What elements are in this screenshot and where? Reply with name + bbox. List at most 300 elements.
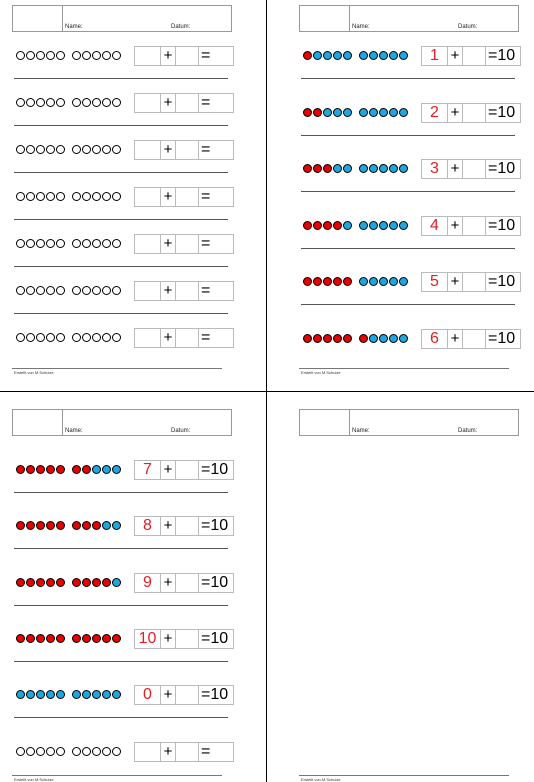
writing-line — [14, 492, 228, 493]
bead-group-left — [303, 221, 352, 230]
bead — [46, 578, 55, 587]
bead — [92, 465, 101, 474]
bead-group-right — [359, 221, 408, 230]
addend-cell — [135, 141, 161, 159]
bead — [343, 51, 352, 60]
bead — [359, 51, 368, 60]
bead — [26, 747, 35, 756]
bead — [82, 333, 91, 342]
result-cell: =10 — [488, 160, 516, 177]
bead-group-right — [72, 192, 121, 201]
bead — [16, 286, 25, 295]
bead — [26, 578, 35, 587]
bead — [303, 221, 312, 230]
bead — [323, 277, 332, 286]
bead — [323, 164, 332, 173]
bead — [46, 51, 55, 60]
bead — [36, 690, 45, 699]
bead — [26, 286, 35, 295]
bead-group-right — [72, 634, 121, 643]
addend-cell: 10 — [135, 630, 161, 648]
date-label: Datum: — [171, 428, 191, 434]
bead — [112, 634, 121, 643]
result-cell: = — [201, 188, 211, 205]
header-box — [12, 5, 232, 32]
bead — [26, 465, 35, 474]
bead — [303, 334, 312, 343]
plus-sign: + — [163, 94, 173, 111]
plus-sign: + — [163, 235, 173, 252]
bead — [56, 51, 65, 60]
bead — [46, 192, 55, 201]
header-cell-divider — [62, 6, 63, 31]
bead — [323, 334, 332, 343]
exercise-row — [0, 46, 267, 78]
exercise-row — [287, 272, 534, 304]
bead — [102, 465, 111, 474]
bead-group-right — [72, 465, 121, 474]
addend-cell: 6 — [422, 330, 448, 348]
result-cell: =10 — [488, 103, 516, 121]
bead — [92, 333, 101, 342]
bead-group-right — [72, 333, 121, 342]
bead — [399, 277, 408, 286]
addend-cell: 8 — [135, 517, 161, 535]
bead-group-left — [16, 747, 65, 756]
result-cell: =10 — [488, 47, 516, 64]
date-label: Datum: — [458, 24, 478, 30]
writing-line — [14, 605, 228, 606]
addend-cell — [135, 743, 161, 761]
bead-group-left — [16, 690, 65, 699]
bead-group-left — [303, 277, 352, 286]
bead — [379, 108, 388, 117]
addend-cell — [135, 329, 161, 347]
result-cell: = — [201, 329, 211, 346]
blank-cell — [175, 517, 199, 535]
bead — [303, 51, 312, 60]
equation-box — [421, 272, 521, 292]
bead-group-right — [72, 286, 121, 295]
bead — [399, 164, 408, 173]
bead — [36, 239, 45, 248]
bead-group-right — [72, 98, 121, 107]
bead — [323, 221, 332, 230]
bead — [92, 634, 101, 643]
credit-text: Erstellt von M.Schulze — [301, 777, 341, 782]
addend-cell — [135, 282, 161, 300]
bead — [112, 747, 121, 756]
plus-sign: + — [163, 141, 173, 158]
worksheet-page — [0, 0, 267, 391]
bead — [26, 98, 35, 107]
bead — [56, 192, 65, 201]
bead-group-left — [303, 334, 352, 343]
bead — [36, 192, 45, 201]
bead — [72, 51, 81, 60]
blank-cell — [462, 104, 486, 122]
header-box — [299, 5, 519, 32]
bead — [369, 277, 378, 286]
bead-group-left — [16, 465, 65, 474]
bead — [36, 51, 45, 60]
bead — [72, 690, 81, 699]
blank-cell — [175, 282, 199, 300]
bead — [323, 51, 332, 60]
exercise-row — [0, 629, 267, 661]
bead — [102, 747, 111, 756]
bead — [16, 145, 25, 154]
exercise-row — [287, 46, 534, 78]
name-label: Name: — [352, 24, 370, 30]
equation-box — [421, 329, 521, 349]
bead — [46, 521, 55, 530]
bead — [36, 578, 45, 587]
exercise-row — [0, 685, 267, 717]
footer-line — [299, 775, 509, 776]
result-cell: = — [201, 94, 211, 111]
bead — [56, 634, 65, 643]
bead — [46, 333, 55, 342]
plus-sign: + — [163, 188, 173, 205]
bead — [333, 277, 342, 286]
addend-cell — [135, 94, 161, 112]
blank-cell — [175, 329, 199, 347]
addend-cell: 5 — [422, 273, 448, 291]
bead — [112, 690, 121, 699]
bead — [36, 747, 45, 756]
writing-line — [14, 172, 228, 173]
bead-group-left — [16, 634, 65, 643]
bead — [46, 747, 55, 756]
bead — [72, 98, 81, 107]
footer-line — [12, 775, 222, 776]
bead — [92, 521, 101, 530]
bead — [36, 634, 45, 643]
bead — [82, 145, 91, 154]
bead — [399, 334, 408, 343]
writing-line — [301, 191, 515, 192]
name-label: Name: — [65, 428, 83, 434]
bead — [112, 521, 121, 530]
bead — [323, 108, 332, 117]
bead — [343, 164, 352, 173]
bead — [56, 286, 65, 295]
bead — [26, 51, 35, 60]
writing-line — [301, 78, 515, 79]
addend-cell — [135, 188, 161, 206]
bead — [36, 286, 45, 295]
bead — [26, 145, 35, 154]
bead — [72, 465, 81, 474]
plus-sign: + — [163, 517, 173, 535]
plus-sign: + — [163, 282, 173, 299]
bead — [389, 51, 398, 60]
bead — [369, 164, 378, 173]
plus-sign: + — [163, 461, 173, 478]
bead-group-left — [303, 51, 352, 60]
addend-cell: 2 — [422, 104, 448, 122]
bead — [72, 286, 81, 295]
bead — [16, 333, 25, 342]
bead — [36, 521, 45, 530]
exercise-row — [0, 460, 267, 492]
bead — [102, 286, 111, 295]
bead — [26, 192, 35, 201]
bead-group-right — [72, 239, 121, 248]
bead-group-left — [303, 108, 352, 117]
equation-box — [134, 281, 234, 301]
plus-sign: + — [163, 629, 173, 647]
bead — [46, 634, 55, 643]
equation-box — [134, 685, 234, 705]
bead — [92, 578, 101, 587]
bead — [16, 634, 25, 643]
bead — [112, 145, 121, 154]
bead — [102, 51, 111, 60]
bead — [389, 164, 398, 173]
bead — [16, 239, 25, 248]
bead — [303, 277, 312, 286]
bead — [379, 51, 388, 60]
bead — [82, 192, 91, 201]
blank-cell — [175, 743, 199, 761]
bead-group-left — [16, 192, 65, 201]
result-cell: = — [201, 47, 211, 64]
plus-sign: + — [450, 329, 460, 347]
bead — [26, 690, 35, 699]
date-label: Datum: — [458, 428, 478, 434]
exercise-row — [0, 187, 267, 219]
bead — [82, 747, 91, 756]
footer-line — [299, 368, 509, 369]
date-label: Datum: — [171, 24, 191, 30]
writing-line — [14, 717, 228, 718]
bead — [46, 286, 55, 295]
blank-cell — [175, 47, 199, 65]
bead — [112, 239, 121, 248]
exercise-row — [0, 140, 267, 172]
bead — [72, 192, 81, 201]
worksheet-page — [287, 391, 534, 782]
writing-line — [14, 78, 228, 79]
bead — [379, 164, 388, 173]
bead — [389, 221, 398, 230]
bead — [92, 690, 101, 699]
exercise-row — [0, 281, 267, 313]
addend-cell — [135, 47, 161, 65]
bead — [56, 521, 65, 530]
bead — [56, 690, 65, 699]
bead — [26, 634, 35, 643]
result-cell: = — [201, 141, 211, 158]
exercise-row — [0, 573, 267, 605]
bead — [72, 521, 81, 530]
result-cell: =10 — [488, 329, 516, 347]
bead — [389, 108, 398, 117]
bead — [333, 164, 342, 173]
bead-group-right — [359, 334, 408, 343]
exercise-row — [0, 93, 267, 125]
bead — [389, 334, 398, 343]
bead — [26, 333, 35, 342]
bead — [26, 521, 35, 530]
bead — [333, 334, 342, 343]
plus-sign: + — [450, 160, 460, 177]
result-cell: =10 — [201, 686, 229, 704]
equation-box — [134, 93, 234, 113]
equation-box — [134, 629, 234, 649]
bead — [399, 221, 408, 230]
result-cell: = — [201, 282, 211, 299]
bead — [82, 634, 91, 643]
bead — [313, 108, 322, 117]
bead — [56, 747, 65, 756]
exercise-row — [287, 103, 534, 135]
bead-group-right — [72, 747, 121, 756]
bead — [82, 51, 91, 60]
blank-cell — [175, 574, 199, 592]
addend-cell — [135, 235, 161, 253]
bead-group-left — [16, 578, 65, 587]
blank-cell — [175, 94, 199, 112]
bead — [102, 690, 111, 699]
bead — [16, 98, 25, 107]
bead — [112, 333, 121, 342]
bead — [56, 145, 65, 154]
bead — [92, 98, 101, 107]
bead — [36, 333, 45, 342]
bead — [379, 277, 388, 286]
bead — [36, 98, 45, 107]
equation-box — [134, 187, 234, 207]
bead — [16, 578, 25, 587]
equation-box — [421, 46, 521, 66]
result-cell: =10 — [201, 629, 229, 647]
bead — [343, 108, 352, 117]
exercise-row — [0, 516, 267, 548]
worksheet-page — [0, 391, 267, 782]
blank-cell — [175, 686, 199, 704]
bead — [92, 286, 101, 295]
equation-box — [134, 328, 234, 348]
name-label: Name: — [65, 24, 83, 30]
addend-cell: 3 — [422, 160, 448, 178]
plus-sign: + — [163, 742, 173, 760]
bead — [72, 747, 81, 756]
bead — [56, 98, 65, 107]
result-cell: =10 — [201, 573, 229, 591]
bead — [313, 221, 322, 230]
writing-line — [301, 304, 515, 305]
exercise-row — [0, 328, 267, 360]
bead-group-right — [72, 51, 121, 60]
writing-line — [301, 248, 515, 249]
bead — [303, 164, 312, 173]
bead — [72, 145, 81, 154]
bead-group-right — [72, 145, 121, 154]
bead-group-right — [72, 521, 121, 530]
header-box — [12, 409, 232, 436]
blank-cell — [175, 141, 199, 159]
result-cell: =10 — [201, 461, 229, 478]
blank-cell — [462, 47, 486, 65]
bead — [333, 108, 342, 117]
bead — [359, 108, 368, 117]
name-label: Name: — [352, 428, 370, 434]
equation-box — [134, 460, 234, 480]
bead — [303, 108, 312, 117]
bead-group-left — [16, 51, 65, 60]
bead — [313, 51, 322, 60]
plus-sign: + — [163, 47, 173, 64]
bead — [112, 192, 121, 201]
blank-cell — [462, 160, 486, 178]
bead — [359, 221, 368, 230]
plus-sign: + — [163, 686, 173, 704]
bead — [313, 164, 322, 173]
equation-box — [134, 516, 234, 536]
worksheet-page — [287, 0, 534, 391]
bead — [313, 334, 322, 343]
bead — [333, 51, 342, 60]
bead — [343, 221, 352, 230]
bead — [16, 690, 25, 699]
bead — [46, 98, 55, 107]
writing-line — [14, 266, 228, 267]
bead — [72, 333, 81, 342]
result-cell: =10 — [201, 517, 229, 535]
bead-group-left — [16, 333, 65, 342]
writing-line — [14, 548, 228, 549]
bead — [112, 465, 121, 474]
plus-sign: + — [163, 329, 173, 346]
exercise-row — [0, 234, 267, 266]
bead — [56, 333, 65, 342]
bead — [343, 334, 352, 343]
blank-cell — [462, 217, 486, 235]
bead — [313, 277, 322, 286]
result-cell: = — [201, 742, 211, 760]
addend-cell: 0 — [135, 686, 161, 704]
bead-group-right — [359, 108, 408, 117]
credit-text: Erstellt von M.Schulze — [14, 370, 54, 375]
bead — [102, 98, 111, 107]
result-cell: =10 — [488, 273, 516, 290]
bead — [112, 286, 121, 295]
bead-group-left — [16, 239, 65, 248]
blank-cell — [462, 273, 486, 291]
plus-sign: + — [450, 103, 460, 121]
equation-box — [134, 742, 234, 762]
bead-group-left — [303, 164, 352, 173]
bead-group-right — [359, 164, 408, 173]
bead-group-right — [359, 51, 408, 60]
bead — [92, 192, 101, 201]
bead — [82, 521, 91, 530]
bead — [102, 145, 111, 154]
bead — [369, 108, 378, 117]
bead — [46, 465, 55, 474]
exercise-row — [287, 329, 534, 361]
plus-sign: + — [450, 273, 460, 290]
blank-cell — [462, 330, 486, 348]
bead — [389, 277, 398, 286]
bead — [343, 277, 352, 286]
footer-line — [12, 368, 222, 369]
header-cell-divider — [349, 410, 350, 435]
bead — [92, 239, 101, 248]
